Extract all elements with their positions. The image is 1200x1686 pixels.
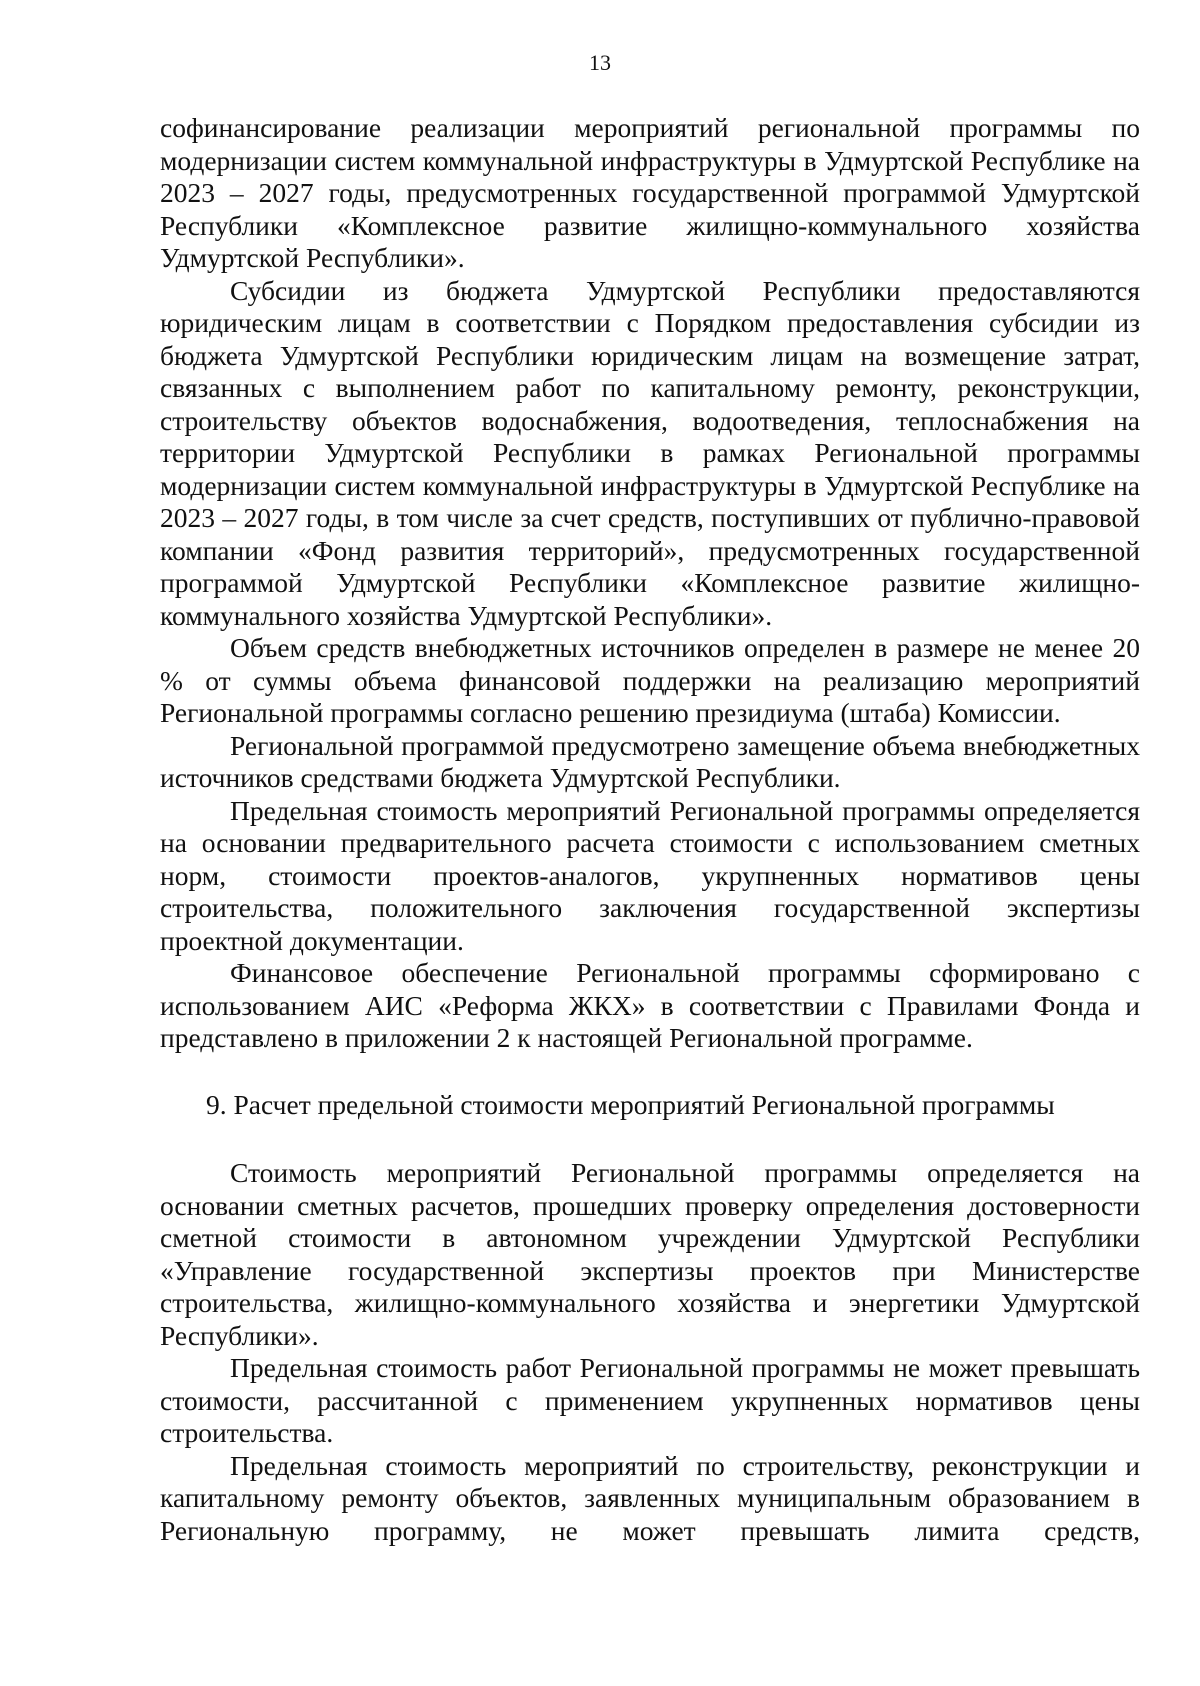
document-body [160,112,1140,1547]
paragraph-subsidies: Субсидии из бюджета Удмуртской Республики предоставляются юридическим лицам в соответствии с Порядком предоставления субсидии из бюджета Удмуртской Республики юридическим лицам на возмещение затрат, связанных с выполнением работ по капитальному ремонту, реконструкции, строительству объектов водоснабжения, водоотведения, теплоснабжения на территории Удмуртской Республики в рамках Региональной программы модернизации систем коммунальной инфраструктуры в Удмуртской Республике на 2023 – 2027 годы, в том числе за счет средств, поступивших от публично-правовой компании «Фонд развития территорий», предусмотренных государственной программой Удмуртской Республики «Комплексное развитие жилищно-коммунального хозяйства Удмуртской Республики». [160,274,1140,631]
section-paragraph-limit: Предельная стоимость работ Региональной программы не может превышать стоимости, рассчитанной с применением укрупненных нормативов цены строительства. [160,1352,1140,1448]
paragraph-continuation: софинансирование реализации мероприятий региональной программы по модернизации систем коммунальной инфраструктуры в Удмуртской Республике на 2023 – 2027 годы, предусмотренных государственной программой Удмуртской Республики «Комплексное развитие жилищно-коммунального хозяйства Удмуртской Республики». [160,112,1140,273]
page-number: 13 [589,50,611,75]
paragraph-extrabudgetary-volume: Объем средств внебюджетных источников определен в размере не менее 20 % от суммы объема финансовой поддержки на реализацию мероприятий Региональной программы согласно решению президиума (штаба) Комиссии. [160,632,1140,728]
paragraph-max-cost: Предельная стоимость мероприятий Региональной программы определяется на основании предварительного расчета стоимости с использованием сметных норм, стоимости проектов-аналогов, укрупненных нормативов цены строительства, положительного заключения государственной экспертизы проектной документации. [160,794,1140,956]
paragraph-replacement: Региональной программой предусмотрено замещение объема внебюджетных источников средствами бюджета Удмуртской Республики. [160,729,1140,793]
paragraph-financing: Финансовое обеспечение Региональной программы сформировано с использованием АИС «Реформа ЖКХ» в соответствии с Правилами Фонда и представлено в приложении 2 к настоящей Региональной программе. [160,957,1140,1053]
section-paragraph-cost: Стоимость мероприятий Региональной программы определяется на основании сметных расчетов, прошедших проверку определения достоверности сметной стоимости в автономном учреждении Удмуртской Республики «Управление государственной экспертизы проектов при Министерстве строительства, жилищно-коммунального хозяйства и энергетики Удмуртской Республики». [160,1157,1140,1351]
section-paragraph-construction: Предельная стоимость мероприятий по строительству, реконструкции и капитальному ремонту объектов, заявленных муниципальным образованием в Региональную программу, не может превышать лимита средств, [160,1449,1140,1546]
section-heading: 9. Расчет предельной стоимости мероприятий Региональной программы [206,1088,1055,1120]
